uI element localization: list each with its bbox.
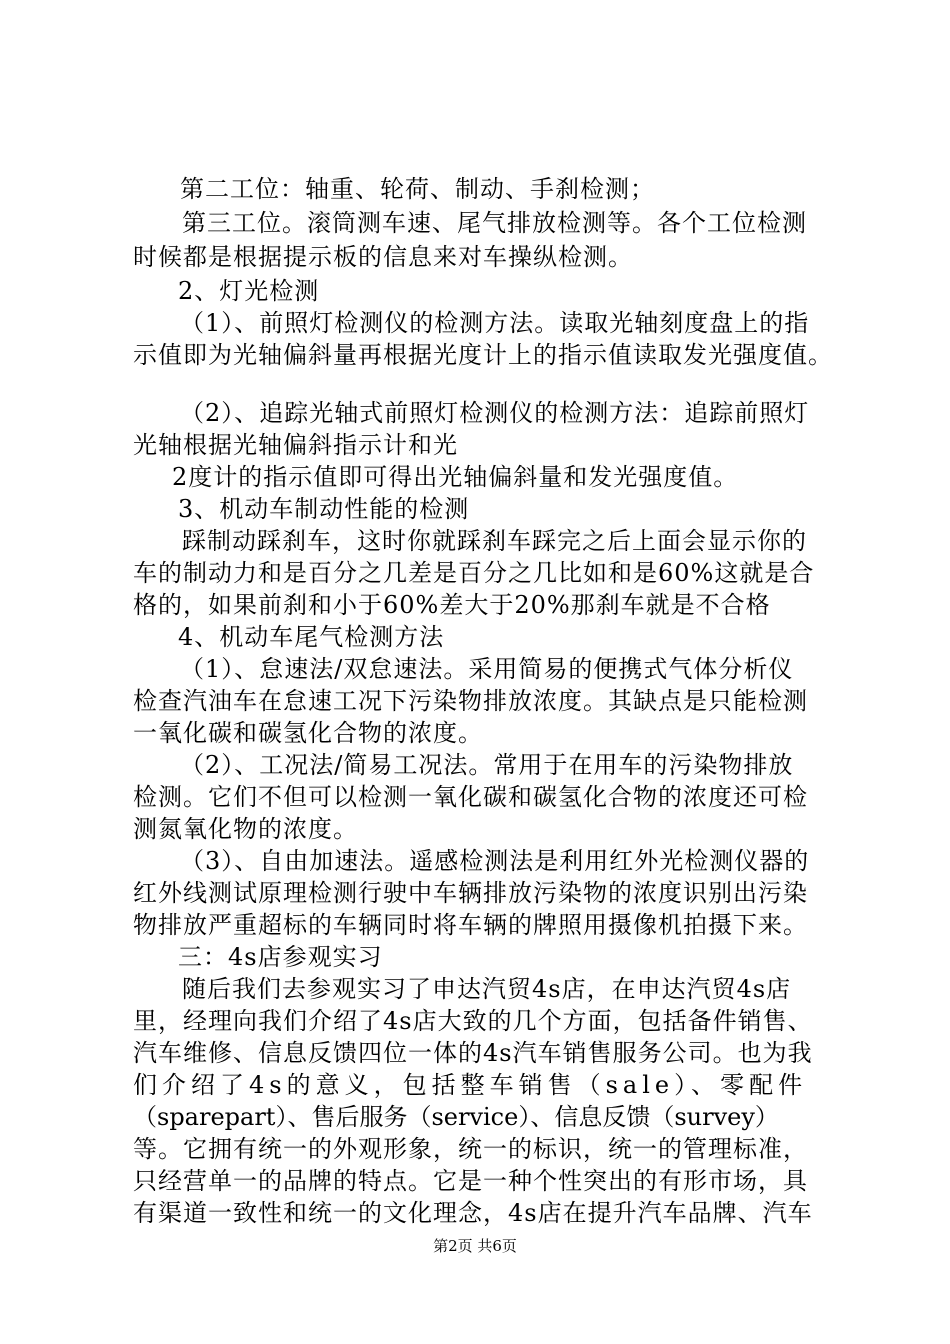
body-line: 们介绍了4s的意义，包括整车销售（sale）、零配件: [133, 1071, 808, 1099]
body-line: 随后我们去参观实习了申达汽贸4s店，在申达汽贸4s店: [182, 975, 792, 1003]
body-line: 里，经理向我们介绍了4s店大致的几个方面，包括备件销售、: [133, 1007, 813, 1035]
page-number-footer: 第2页 共6页: [433, 1237, 517, 1255]
body-line: 红外线测试原理检测行驶中车辆排放污染物的浓度识别出污染: [133, 879, 808, 907]
section-heading: 3、机动车制动性能的检测: [178, 495, 470, 523]
body-line: 汽车维修、信息反馈四位一体的4s汽车销售服务公司。也为我: [133, 1039, 813, 1067]
body-line: 2度计的指示值即可得出光轴偏斜量和发光强度值。: [172, 463, 739, 491]
body-line: 格的，如果前刹和小于60%差大于20%那刹车就是不合格: [133, 591, 771, 619]
body-line: 只经营单一的品牌的特点。它是一种个性突出的有形市场，具: [133, 1167, 808, 1195]
section-heading: 三：4s店参观实习: [178, 943, 383, 971]
body-line: （1）、前照灯检测仪的检测方法。读取光轴刻度盘上的指: [180, 309, 810, 337]
body-line: 等。它拥有统一的外观形象，统一的标识，统一的管理标准，: [133, 1135, 808, 1163]
body-line: 检测。它们不但可以检测一氧化碳和碳氢化合物的浓度还可检: [133, 783, 808, 811]
body-line: 示值即为光轴偏斜量再根据光度计上的指示值读取发光强度值。: [133, 341, 833, 369]
body-line: （1）、怠速法/双怠速法。采用简易的便携式气体分析仪: [180, 655, 794, 683]
body-line: （2）、追踪光轴式前照灯检测仪的检测方法：追踪前照灯: [180, 399, 810, 427]
body-line: 有渠道一致性和统一的文化理念，4s店在提升汽车品牌、汽车: [133, 1199, 813, 1227]
body-line: 时候都是根据提示板的信息来对车操纵检测。: [133, 243, 633, 271]
body-line: 物排放严重超标的车辆同时将车辆的牌照用摄像机拍摄下来。: [133, 911, 808, 939]
body-line: （sparepart）、售后服务（service）、信息反馈（survey）: [133, 1103, 779, 1131]
body-line: 测氮氧化物的浓度。: [133, 815, 358, 843]
body-line: （2）、工况法/简易工况法。常用于在用车的污染物排放: [180, 751, 794, 779]
section-heading: 4、机动车尾气检测方法: [178, 623, 445, 651]
body-line: 第三工位。滚筒测车速、尾气排放检测等。各个工位检测: [182, 209, 807, 237]
body-line: 第二工位：轴重、轮荷、制动、手刹检测；: [180, 175, 655, 203]
section-heading: 2、灯光检测: [178, 277, 320, 305]
body-line: 一氧化碳和碳氢化合物的浓度。: [133, 719, 483, 747]
body-line: 车的制动力和是百分之几差是百分之几比如和是60%这就是合: [133, 559, 815, 587]
body-line: 踩制动踩刹车，这时你就踩刹车踩完之后上面会显示你的: [182, 527, 807, 555]
body-line: （3）、自由加速法。遥感检测法是利用红外光检测仪器的: [180, 847, 810, 875]
body-line: 光轴根据光轴偏斜指示计和光: [133, 431, 458, 459]
body-line: 检查汽油车在怠速工况下污染物排放浓度。其缺点是只能检测: [133, 687, 808, 715]
